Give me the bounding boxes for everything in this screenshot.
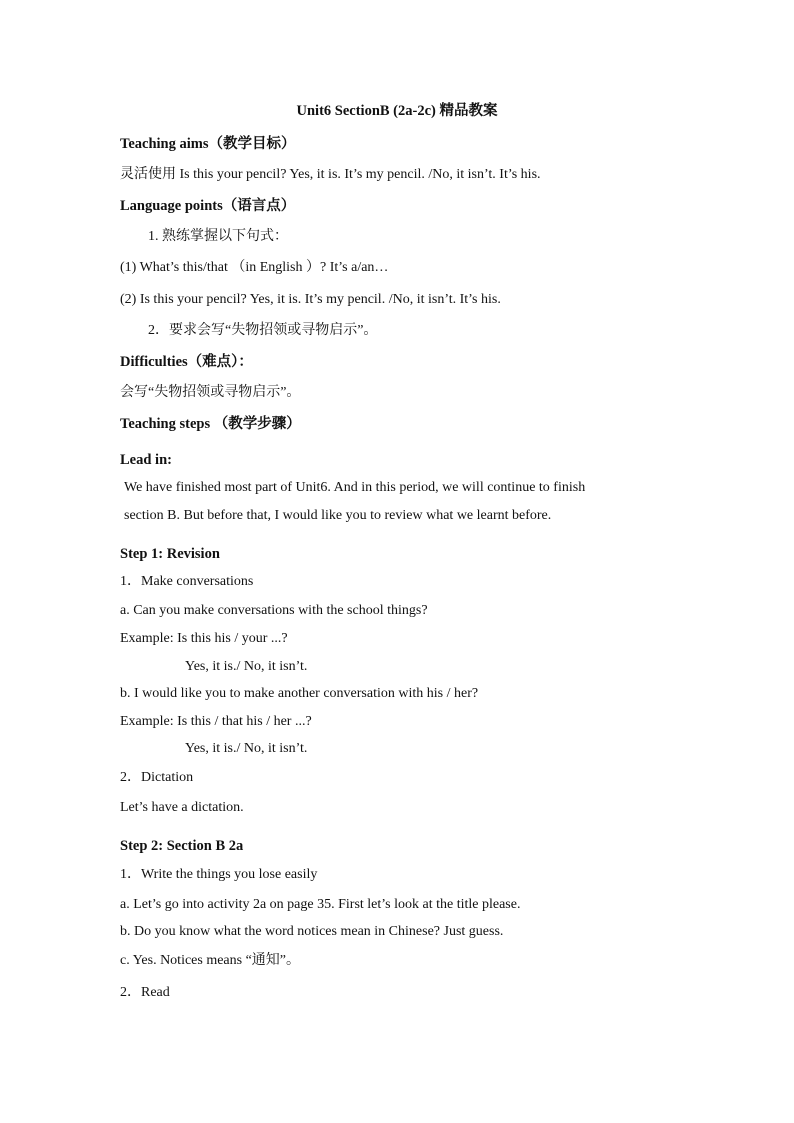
heading-teaching-aims: Teaching aims（教学目标） [120,136,296,152]
heading-step-2: Step 2: Section B 2a [120,838,244,854]
heading-language-points: Language points（语言点） [120,198,296,214]
step1-item-b: b. I would like you to make another conversation with his / her? [120,686,479,701]
step1-example-2-answer: Yes, it is./ No, it isn’t. [185,741,308,756]
heading-difficulties: Difficulties（难点）： [120,354,253,370]
language-point-2: 2．要求会写“失物招领或寻物启示”。 [148,323,378,338]
lead-in-text-1: We have finished most part of Unit6. And in this period, we will continue to finish [124,480,586,495]
step1-item-2: 2．Dictation [120,770,194,785]
text-teaching-aims: 灵活使用 Is this your pencil? Yes, it is. It’s my pencil. /No, it isn’t. It’s his. [120,167,541,182]
step2-item-b: b. Do you know what the word notices mean in Chinese? Just guess. [120,924,504,939]
step1-item-a: a. Can you make conversations with the school things? [120,603,428,618]
heading-teaching-steps: Teaching steps （教学步骤） [120,416,301,432]
step2-item-a: a. Let’s go into activity 2a on page 35. First let’s look at the title please. [120,897,521,912]
step1-dictation-text: Let’s have a dictation. [120,800,244,815]
lead-in-text-2: section B. But before that, I would like you to review what we learnt before. [124,508,552,523]
text-difficulties: 会写“失物招领或寻物启示”。 [120,385,301,400]
step1-example-1-answer: Yes, it is./ No, it isn’t. [185,659,308,674]
heading-step-1: Step 1: Revision [120,546,220,562]
sentence-pattern-1: (1) What’s this/that （in English ）? It’s a/an… [120,260,389,275]
step2-item-2: 2．Read [120,985,170,1000]
page-title: Unit6 SectionB (2a-2c) 精品教案 [296,103,498,119]
sentence-pattern-2: (2) Is this your pencil? Yes, it is. It’s my pencil. /No, it isn’t. It’s his. [120,292,501,307]
step1-example-1: Example: Is this his / your ...? [120,631,288,646]
step1-item-1: 1．Make conversations [120,574,254,589]
step1-example-2: Example: Is this / that his / her ...? [120,714,312,729]
heading-lead-in: Lead in: [120,452,172,468]
step2-item-1: 1．Write the things you lose easily [120,867,318,882]
step2-item-c: c. Yes. Notices means “通知”。 [120,953,301,968]
language-point-1: 1. 熟练掌握以下句式： [148,229,288,244]
